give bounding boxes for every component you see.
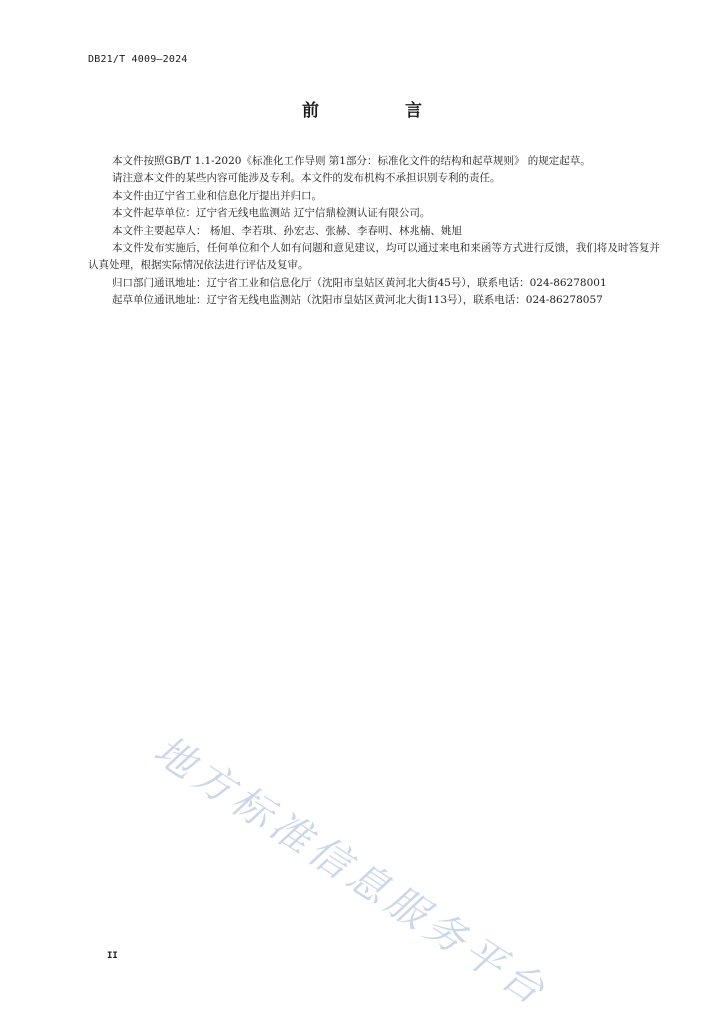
paragraph-proposer: 本文件由辽宁省工业和信息化厅提出并归口。 <box>112 189 322 202</box>
paragraph-drafter-address: 起草单位通讯地址：辽宁省无线电监测站（沈阳市皇姑区黄河北大街113号），联系电话：024-86278057 <box>112 294 603 307</box>
paragraph-drafting-rules: 本文件按照GB/T 1.1-2020《标准化工作导则 第1部分：标准化文件的结构和起草规则》 的规定起草。 <box>112 155 591 167</box>
page-number: II <box>107 951 118 961</box>
paragraph-authority-address: 归口部门通讯地址：辽宁省工业和信息化厅（沈阳市皇姑区黄河北大街45号），联系电话：024-86278001 <box>112 276 607 289</box>
paragraph-drafting-units: 本文件起草单位：辽宁省无线电监测站 辽宁信鼎检测认证有限公司。 <box>112 207 431 220</box>
document-code: DB21/T 4009—2024 <box>88 54 188 65</box>
foreword-body <box>88 153 660 310</box>
paragraph-drafters: 本文件主要起草人： 杨旭、李若琪、孙宏志、张赫、李春明、林兆楠、姚旭 <box>112 224 462 237</box>
watermark: 地方标准信息服务平台 <box>145 727 557 1017</box>
paragraph-feedback: 本文件发布实施后，任何单位和个人如有问题和意见建议，均可以通过来电和来函等方式进行反馈，我们将及时答复并认真处理，根据实际情况依法进行评估及复审。 <box>88 242 660 272</box>
section-title: 前 言 <box>302 101 462 121</box>
paragraph-patent-notice: 请注意本文件的某些内容可能涉及专利。本文件的发布机构不承担识别专利的责任。 <box>112 172 501 185</box>
